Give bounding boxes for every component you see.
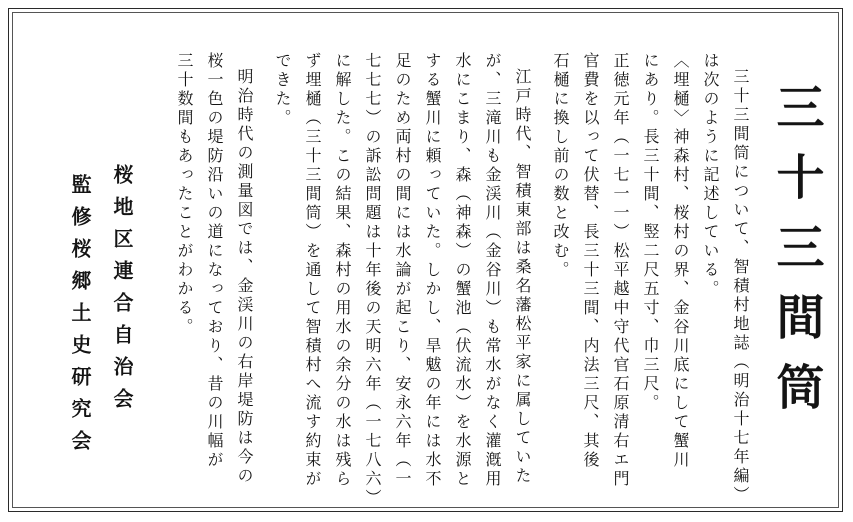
page-title: 三十三間筒	[768, 82, 824, 432]
text-column: 明治時代の測量図では、金渓川の右岸堤防は今の	[235, 68, 254, 486]
text-column: 〈埋樋〉神森村、桜村の界、金谷川底にして蟹川	[671, 52, 690, 470]
credit-supervision: 監修桜郷土史研究会	[68, 174, 92, 462]
text-column: ず埋樋（三十三間筒）を通して智積村へ流す約束が	[303, 52, 322, 489]
credit-organization: 桜地区連合自治会	[110, 164, 134, 420]
text-column: 江戸時代、智積東部は桑名藩松平家に属していた	[513, 68, 532, 486]
text-column: 三十三間筒について、智積村地誌（明治十七年編）	[731, 68, 750, 505]
text-column: する蟹川に頼っていた。しかし、旱魃の年には水不	[423, 52, 442, 489]
text-column: が、三滝川も金渓川（金谷川）も常水がなく灌漑用	[483, 52, 502, 489]
text-column: 正徳元年（一七一一）松平越中守代官石原清右エ門	[611, 52, 630, 489]
text-column: できた。	[273, 52, 292, 128]
text-column: は次のように記述している。	[701, 52, 720, 299]
text-column: に解した。この結果、森村の用水の余分の水は残ら	[333, 52, 352, 489]
text-column: 足のため両村の間には水論が起こり、安永六年（一	[393, 52, 412, 489]
text-column: 七七七）の訴訟問題は十年後の天明六年（一七八六）	[363, 52, 382, 508]
text-column: 三十数間もあったことがわかる。	[175, 52, 194, 337]
text-column: 桜一色の堤防沿いの道になっており、昔の川幅が	[205, 52, 224, 470]
text-column: 水にこまり、森（神森）の蟹池（伏流水）を水源と	[453, 52, 472, 489]
text-column: にあり。長三十間、竪二尺五寸、巾三尺。	[641, 52, 660, 413]
text-column: 石樋に換し前の数と改む。	[551, 52, 570, 280]
text-column: 官費を以って伏替、長三十三間、内法三尺、其後	[581, 52, 600, 470]
